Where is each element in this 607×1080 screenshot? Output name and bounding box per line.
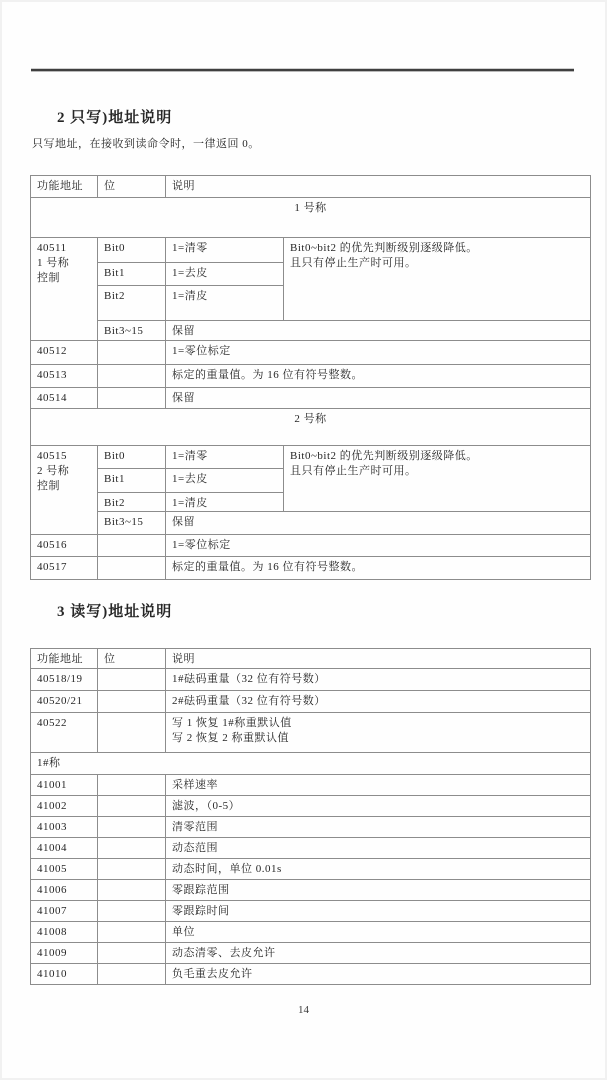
desc-cell: 动态范围 [166, 838, 591, 859]
column-header-bit: 位 [98, 649, 166, 669]
bit-cell: Bit3~15 [98, 512, 166, 535]
table-row [31, 859, 591, 880]
note-cell [284, 446, 591, 512]
group-title-scale2: 2 号称 [31, 409, 591, 446]
addr-cell: 41001 [31, 775, 98, 796]
addr-cell: 40516 [31, 535, 98, 557]
note-line: 且只有停止生产时可用。 [290, 257, 417, 269]
bit-cell-empty [98, 535, 166, 557]
addr-cell: 41006 [31, 880, 98, 901]
page-number: 14 [298, 1004, 309, 1016]
addr-cell: 41007 [31, 901, 98, 922]
bit-cell: Bit0 [98, 238, 166, 263]
addr-cell: 41010 [31, 964, 98, 985]
bit-cell: Bit0 [98, 446, 166, 469]
desc-cell: 1=去皮 [166, 469, 284, 493]
addr-cell: 40514 [31, 388, 98, 409]
table-row [31, 446, 591, 469]
bit-cell-empty [98, 713, 166, 753]
column-header-address: 功能地址 [31, 649, 98, 669]
write-only-intro-text: 只写地址，在接收到读命令时，一律返回 0。 [32, 138, 260, 150]
bit-cell-empty [98, 365, 166, 388]
bit-cell-empty [98, 691, 166, 713]
desc-cell: 零跟踪范围 [166, 880, 591, 901]
column-header-description: 说明 [166, 649, 591, 669]
table-row [31, 365, 591, 388]
bit-cell: Bit1 [98, 469, 166, 493]
addr-cell-40515 [31, 446, 98, 535]
bit-cell: Bit2 [98, 493, 166, 512]
group-label-scale1: 1#称 [31, 753, 591, 775]
bit-cell-empty [98, 557, 166, 580]
group-title-row [31, 198, 591, 238]
addr-line: 40511 [37, 242, 67, 254]
addr-line: 1 号称 [37, 257, 70, 269]
read-write-address-table [30, 648, 591, 985]
bit-cell-empty [98, 859, 166, 880]
table-row [31, 901, 591, 922]
desc-cell: 1=清零 [166, 238, 284, 263]
desc-cell: 单位 [166, 922, 591, 943]
bit-cell-empty [98, 838, 166, 859]
desc-cell: 标定的重量值。为 16 位有符号整数。 [166, 365, 591, 388]
desc-cell: 1=清零 [166, 446, 284, 469]
bit-cell-empty [98, 922, 166, 943]
table-row [31, 838, 591, 859]
addr-cell: 40520/21 [31, 691, 98, 713]
desc-cell: 1=清皮 [166, 493, 284, 512]
table-row [31, 341, 591, 365]
desc-cell: 标定的重量值。为 16 位有符号整数。 [166, 557, 591, 580]
bit-cell: Bit2 [98, 286, 166, 321]
desc-cell: 保留 [166, 321, 591, 341]
bit-cell-empty [98, 880, 166, 901]
addr-cell: 41008 [31, 922, 98, 943]
bit-cell-empty [98, 901, 166, 922]
addr-cell: 41003 [31, 817, 98, 838]
table-row [31, 512, 591, 535]
addr-line: 控制 [37, 272, 60, 284]
desc-cell: 1=去皮 [166, 263, 284, 286]
desc-line: 写 2 恢复 2 称重默认值 [172, 732, 289, 744]
header-rule [31, 69, 574, 71]
bit-cell-empty [98, 817, 166, 838]
desc-cell: 保留 [166, 512, 591, 535]
note-cell [284, 238, 591, 321]
addr-line: 2 号称 [37, 465, 70, 477]
write-only-address-table [30, 175, 591, 580]
addr-cell-40511 [31, 238, 98, 341]
table-row [31, 943, 591, 964]
table-row [31, 775, 591, 796]
desc-cell: 保留 [166, 388, 591, 409]
desc-cell: 采样速率 [166, 775, 591, 796]
desc-line: 写 1 恢复 1#称重默认值 [172, 717, 292, 729]
table-row [31, 238, 591, 263]
bit-cell-empty [98, 775, 166, 796]
addr-line: 控制 [37, 480, 60, 492]
bit-cell-empty [98, 964, 166, 985]
desc-cell: 2#砝码重量（32 位有符号数） [166, 691, 591, 713]
table-row [31, 557, 591, 580]
addr-cell: 40522 [31, 713, 98, 753]
table-row [31, 880, 591, 901]
table-row [31, 321, 591, 341]
table-row [31, 669, 591, 691]
addr-cell: 41005 [31, 859, 98, 880]
table-row [31, 796, 591, 817]
desc-cell: 动态清零、去皮允许 [166, 943, 591, 964]
group-title-row [31, 409, 591, 446]
column-header-description: 说明 [166, 176, 591, 198]
bit-cell-empty [98, 796, 166, 817]
bit-cell-empty [98, 669, 166, 691]
note-line: Bit0~bit2 的优先判断级别逐级降低。 [290, 242, 478, 254]
desc-cell: 清零范围 [166, 817, 591, 838]
table-header-row [31, 176, 591, 198]
note-line: 且只有停止生产时可用。 [290, 465, 417, 477]
table-header-row [31, 649, 591, 669]
table-row [31, 922, 591, 943]
addr-cell: 41002 [31, 796, 98, 817]
desc-cell: 1=零位标定 [166, 341, 591, 365]
group-label-row [31, 753, 591, 775]
desc-cell: 1#砝码重量（32 位有符号数） [166, 669, 591, 691]
addr-line: 40515 [37, 450, 67, 462]
desc-cell: 零跟踪时间 [166, 901, 591, 922]
table-row [31, 713, 591, 753]
group-title-scale1: 1 号称 [31, 198, 591, 238]
bit-cell: Bit3~15 [98, 321, 166, 341]
section-heading-read-write: 3 读写)地址说明 [57, 604, 173, 620]
table-row [31, 691, 591, 713]
section-heading-write-only: 2 只写)地址说明 [57, 110, 173, 126]
bit-cell-empty [98, 388, 166, 409]
addr-cell: 40513 [31, 365, 98, 388]
desc-cell: 滤波，（0-5） [166, 796, 591, 817]
table-row [31, 535, 591, 557]
addr-cell: 40512 [31, 341, 98, 365]
table-row [31, 817, 591, 838]
desc-cell: 1=零位标定 [166, 535, 591, 557]
column-header-bit: 位 [98, 176, 166, 198]
bit-cell: Bit1 [98, 263, 166, 286]
table-row [31, 964, 591, 985]
note-line: Bit0~bit2 的优先判断级别逐级降低。 [290, 450, 478, 462]
bit-cell-empty [98, 943, 166, 964]
column-header-address: 功能地址 [31, 176, 98, 198]
addr-cell: 41009 [31, 943, 98, 964]
desc-cell: 负毛重去皮允许 [166, 964, 591, 985]
desc-cell: 动态时间，单位 0.01s [166, 859, 591, 880]
bit-cell-empty [98, 341, 166, 365]
table-row [31, 388, 591, 409]
desc-cell: 1=清皮 [166, 286, 284, 321]
desc-cell [166, 713, 591, 753]
addr-cell: 40518/19 [31, 669, 98, 691]
addr-cell: 41004 [31, 838, 98, 859]
addr-cell: 40517 [31, 557, 98, 580]
